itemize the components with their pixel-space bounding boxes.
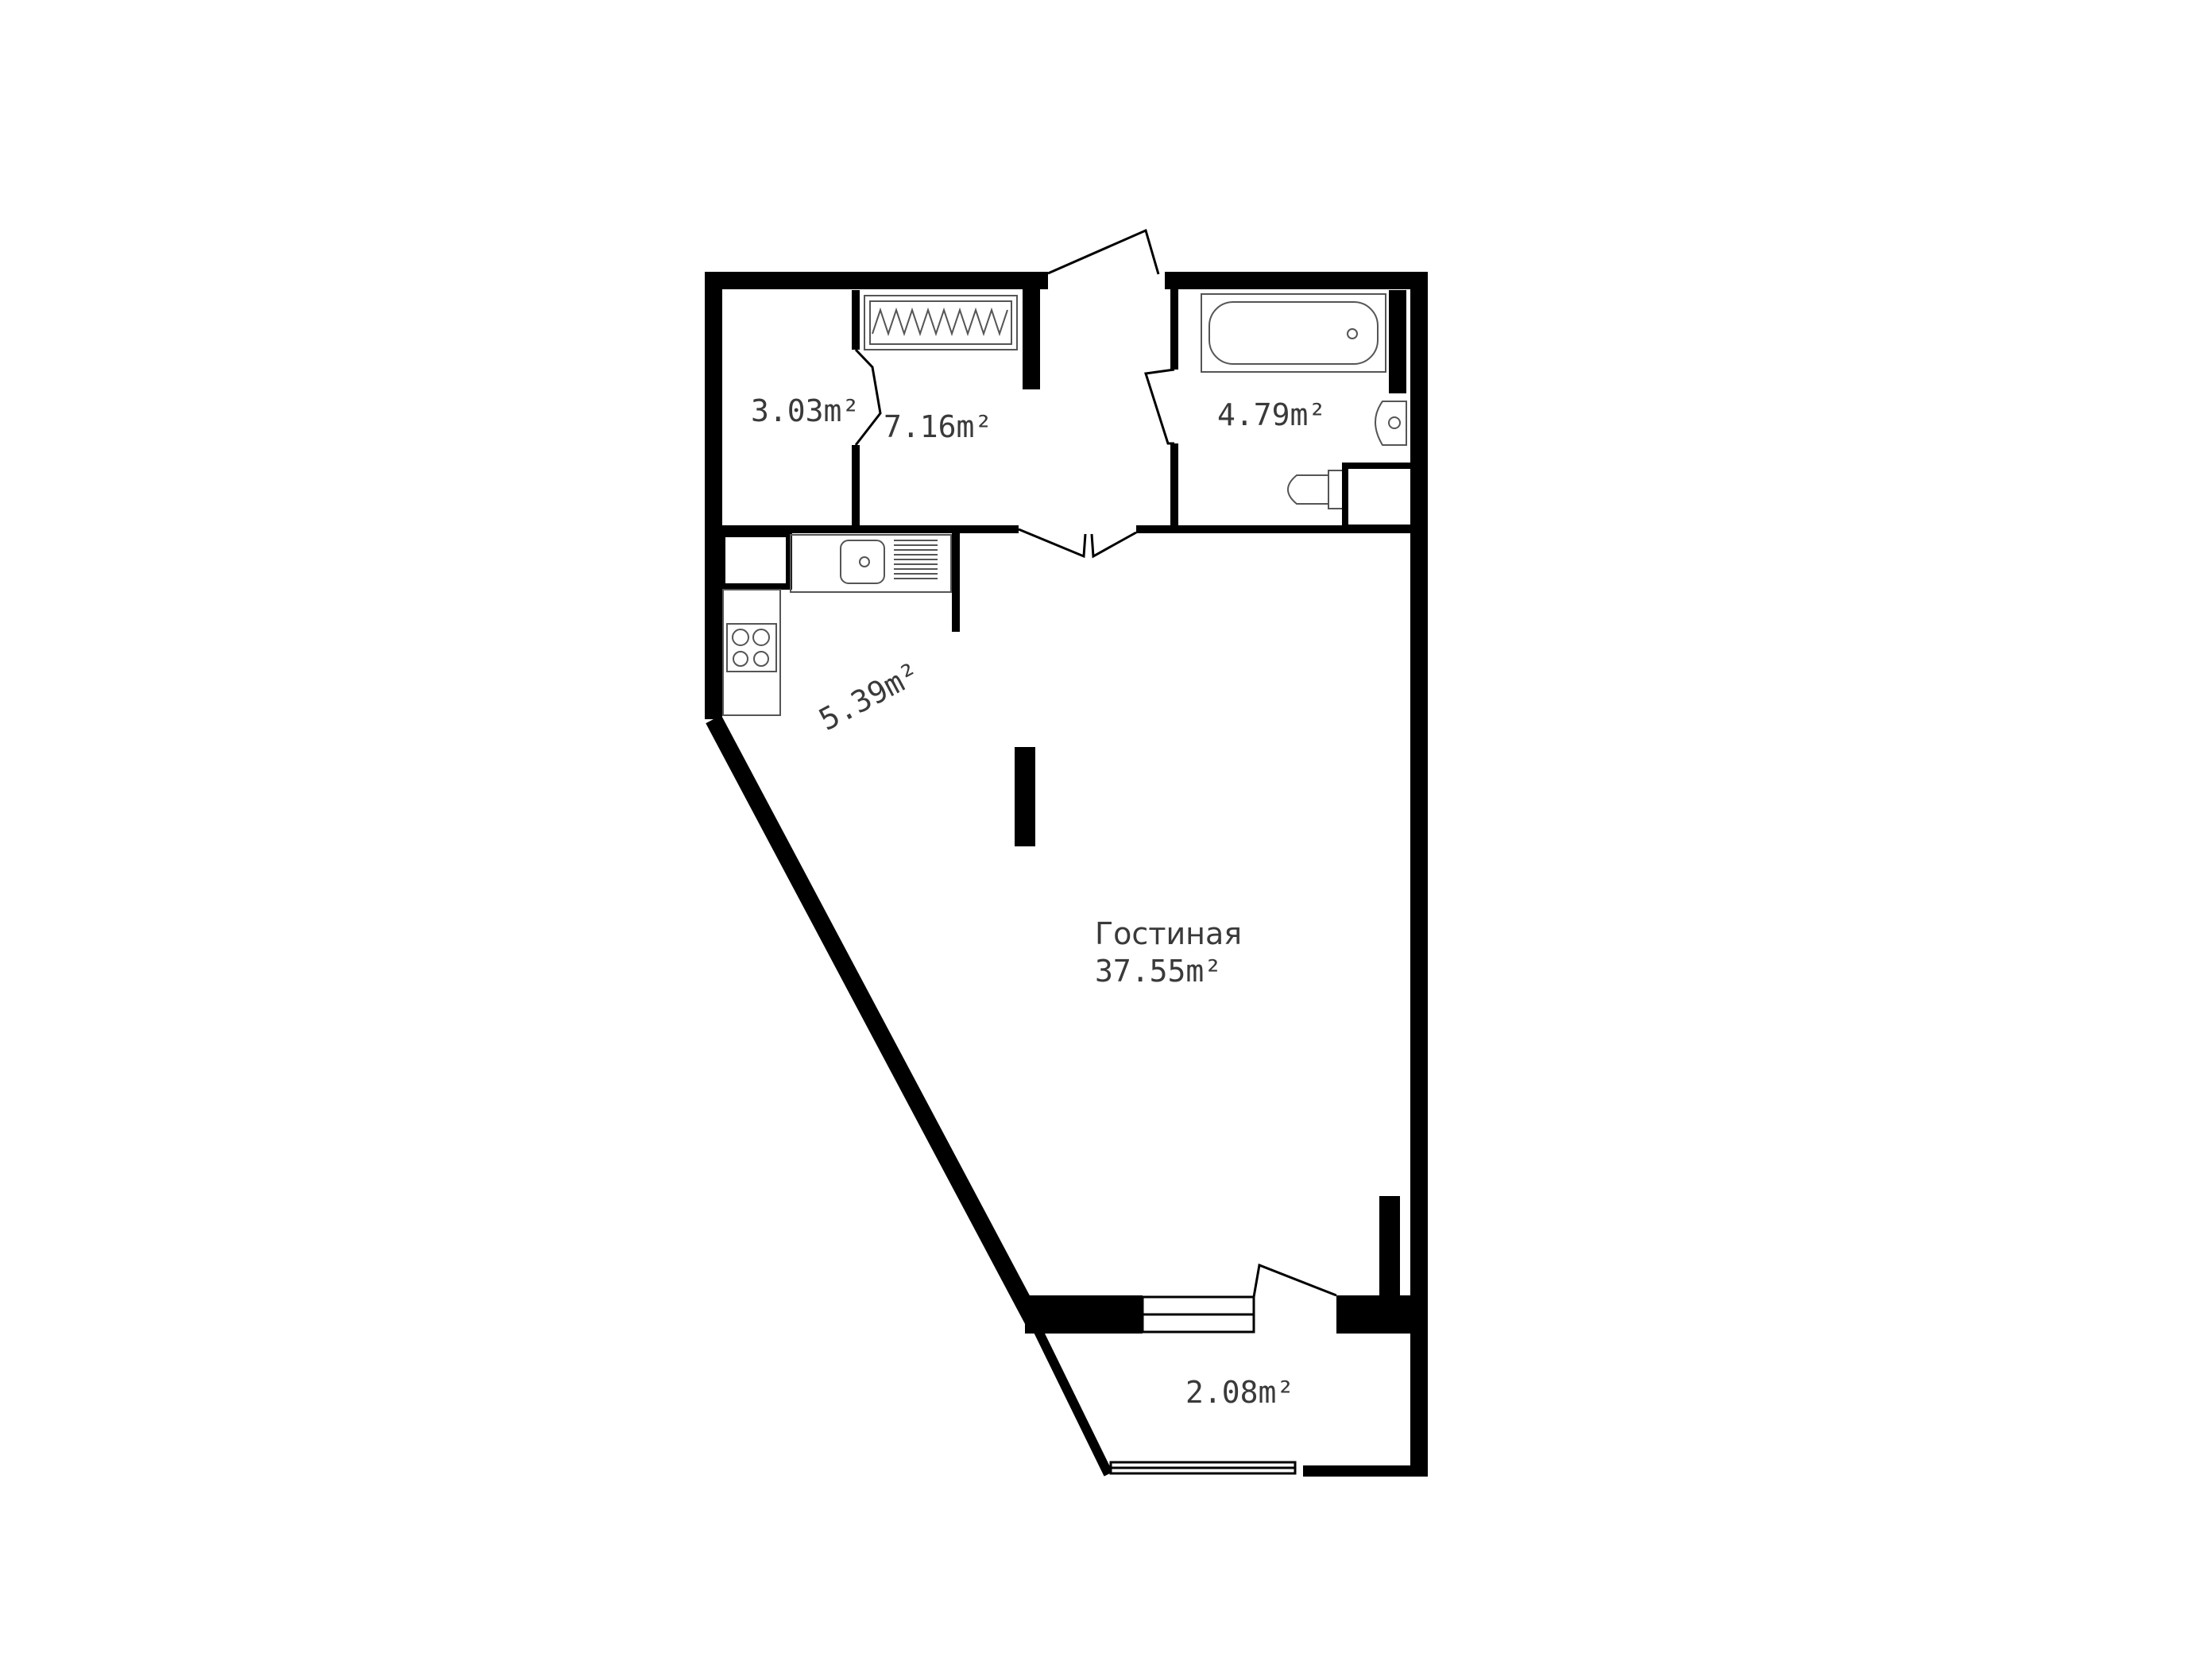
outer-walls [705, 273, 1428, 1476]
hall-area-label: 7.16m² [884, 409, 993, 444]
storage-area-label: 3.03m² [751, 393, 860, 428]
kitchen-area-label: 5.39m² [813, 655, 926, 737]
stove [723, 590, 780, 715]
kitchen-shaft [722, 534, 789, 586]
toilet [1288, 470, 1344, 509]
bathroom-area-label: 4.79m² [1217, 397, 1327, 432]
shaft [1345, 466, 1415, 528]
washbasin [1375, 401, 1406, 445]
interior-walls [713, 286, 1419, 1334]
kitchen-counter [791, 535, 951, 592]
living-room-name: Гостиная [1095, 916, 1243, 951]
balcony-area-label: 2.08m² [1185, 1375, 1295, 1410]
living-area-label: 37.55m² [1095, 954, 1223, 989]
wardrobe [864, 296, 1017, 350]
bathtub [1201, 294, 1386, 372]
